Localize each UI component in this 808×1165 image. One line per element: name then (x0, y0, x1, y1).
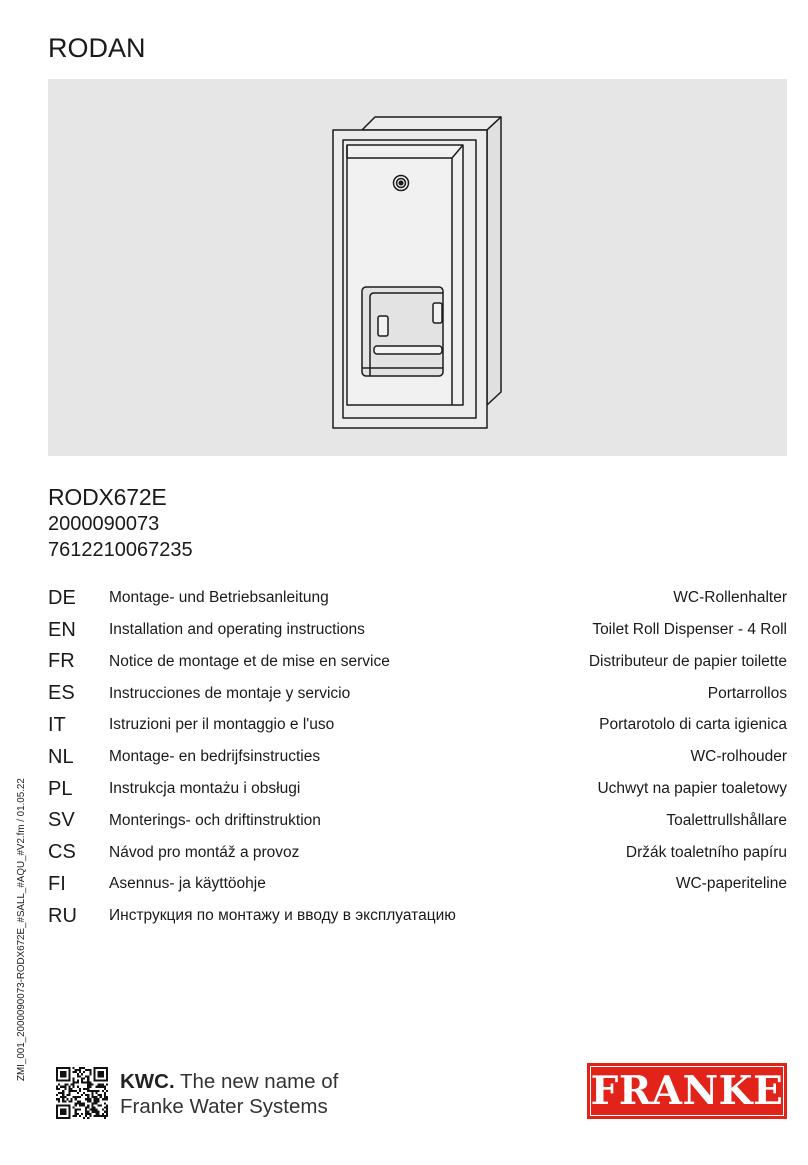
ean-code: 7612210067235 (48, 539, 193, 561)
kwc-text-1: The new name of (179, 1070, 339, 1093)
instructions-title: Instrukcja montażu i obsługi (109, 779, 301, 797)
language-list (48, 582, 787, 932)
series-title: RODAN (48, 33, 146, 63)
kwc-logo: KWC. (120, 1070, 175, 1093)
instructions-title: Instrucciones de montaje y servicio (109, 684, 351, 702)
language-code: IT (48, 714, 66, 737)
language-row-cs (48, 836, 787, 868)
toilet-roll-dispenser-icon (48, 79, 787, 456)
roll-axle (374, 346, 442, 354)
kwc-text-2: Franke Water Systems (120, 1095, 328, 1118)
language-row-fr (48, 646, 787, 678)
product-name: Distributeur de papier toilette (588, 652, 787, 670)
product-name: Toilet Roll Dispenser - 4 Roll (592, 620, 787, 638)
product-name: WC-Rollenhalter (673, 589, 787, 607)
kwc-tagline (120, 1069, 338, 1119)
language-code: ES (48, 682, 75, 705)
instructions-title: Инструкция по монтажу и вводу в эксплуатацию (109, 907, 456, 925)
language-row-en (48, 614, 787, 646)
language-row-sv (48, 805, 787, 837)
language-code: FI (48, 873, 66, 896)
language-code: NL (48, 745, 74, 768)
language-row-es (48, 677, 787, 709)
instructions-title: Návod pro montáž a provoz (109, 843, 300, 861)
language-row-fi (48, 868, 787, 900)
franke-logo (587, 1063, 787, 1119)
article-number: 2000090073 (48, 513, 160, 535)
model-number: RODX672E (48, 484, 167, 510)
kwc-line-1 (120, 1069, 338, 1094)
instructions-title: Montage- en bedrijfsinstructies (109, 748, 321, 766)
language-code: EN (48, 618, 76, 641)
instructions-title: Asennus- ja käyttöohje (109, 875, 266, 893)
product-image (48, 79, 787, 456)
instructions-title: Installation and operating instructions (109, 620, 365, 638)
roll-tab (433, 303, 442, 323)
roll-opening (362, 287, 443, 376)
product-name: WC-rolhouder (690, 748, 787, 766)
instructions-title: Notice de montage et de mise en service (109, 652, 390, 670)
product-name: Uchwyt na papier toaletowy (597, 779, 787, 797)
product-name: Toalettrullshållare (666, 811, 787, 829)
product-name: Držák toaletního papíru (625, 843, 787, 861)
instructions-title: Istruzioni per il montaggio e l'uso (109, 716, 335, 734)
back-box-side (487, 117, 501, 405)
language-code: PL (48, 777, 73, 800)
roll-slot (378, 316, 388, 336)
language-code: RU (48, 904, 77, 927)
back-box-top (362, 117, 501, 130)
language-row-ru (48, 900, 787, 932)
language-code: DE (48, 586, 76, 609)
instructions-title: Montage- und Betriebsanleitung (109, 589, 329, 607)
language-code: CS (48, 841, 76, 864)
lock-core (399, 181, 403, 185)
instructions-title: Monterings- och driftinstruktion (109, 811, 321, 829)
qr-modules (56, 1067, 108, 1119)
language-row-it (48, 709, 787, 741)
product-name: WC-paperiteline (675, 875, 787, 893)
qr-code-icon (56, 1067, 108, 1119)
language-code: FR (48, 650, 75, 673)
language-row-pl (48, 773, 787, 805)
document-reference: ZMI_001_2000090073-RODX672E_#SALL_#AQU_#V2.fm / 01.05.22 (16, 778, 27, 1081)
product-name: Portarotolo di carta igienica (599, 716, 787, 734)
franke-logo-text: FRANKE (590, 1067, 784, 1114)
language-row-nl (48, 741, 787, 773)
product-name: Portarrollos (707, 684, 787, 702)
language-row-de (48, 582, 787, 614)
language-code: SV (48, 809, 75, 832)
